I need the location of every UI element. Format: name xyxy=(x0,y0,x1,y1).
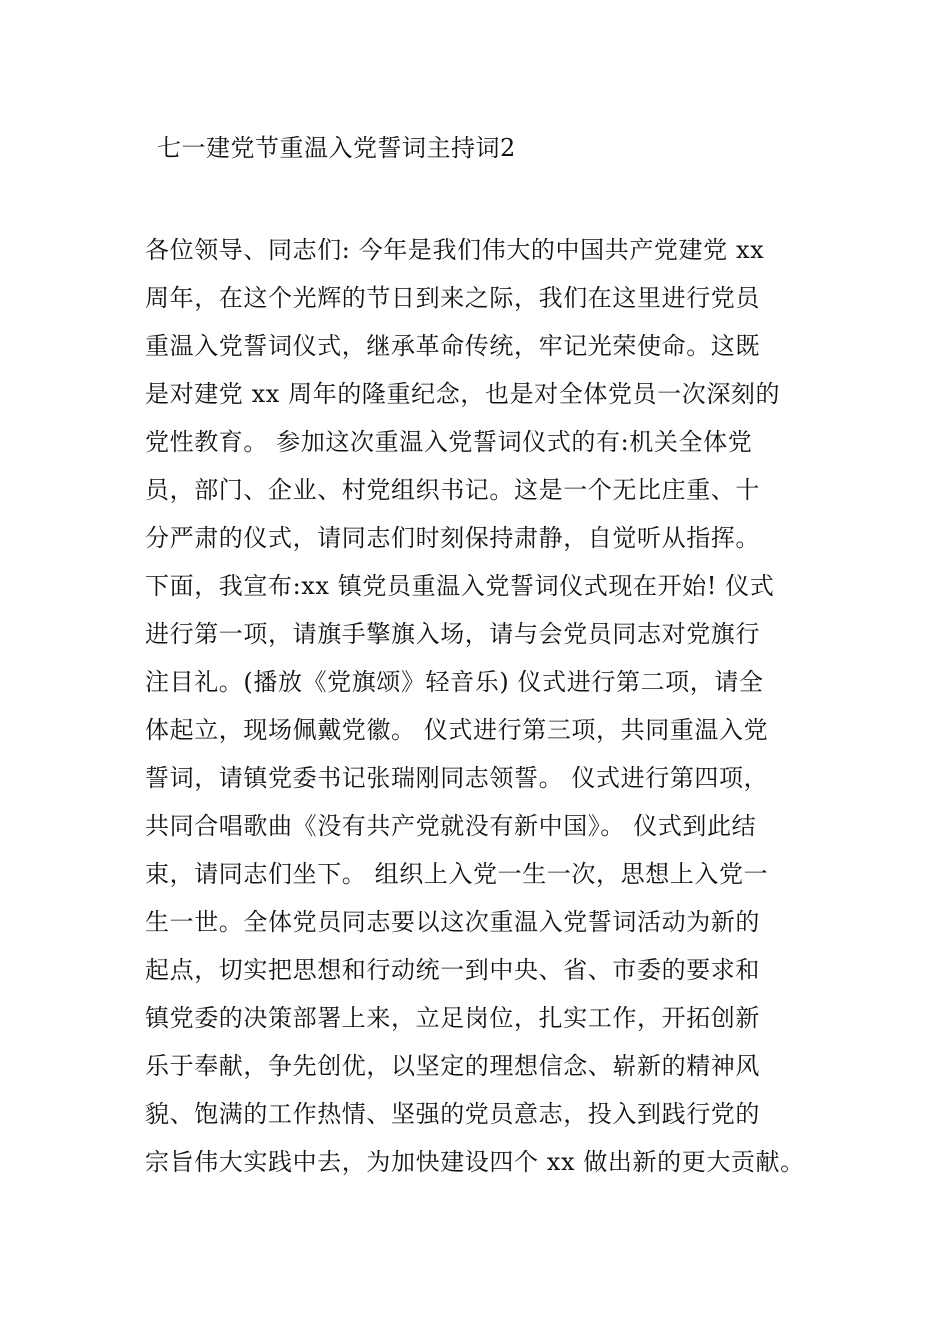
body-line: 束，请同志们坐下。 组织上入党一生一次，思想上入党一 xyxy=(145,860,769,888)
body-line: 进行第一项，请旗手擎旗入场，请与会党员同志对党旗行 xyxy=(145,620,760,648)
body-line: 注目礼。(播放《党旗颂》轻音乐) 仪式进行第二项，请全 xyxy=(145,668,764,696)
body-line: 生一世。全体党员同志要以这次重温入党誓词活动为新的 xyxy=(145,908,760,936)
body-line: 镇党委的决策部署上来，立足岗位，扎实工作，开拓创新 xyxy=(145,1004,760,1032)
body-line: 誓词，请镇党委书记张瑞刚同志领誓。 仪式进行第四项， xyxy=(145,764,769,792)
body-line: 分严肃的仪式，请同志们时刻保持肃静，自觉听从指挥。 xyxy=(145,524,760,552)
body-line: 体起立，现场佩戴党徽。 仪式进行第三项，共同重温入党 xyxy=(145,716,769,744)
body-line: 员，部门、企业、村党组织书记。这是一个无比庄重、十 xyxy=(145,476,760,504)
body-line: 共同合唱歌曲《没有共产党就没有新中国》。 仪式到此结 xyxy=(145,812,757,840)
document-body xyxy=(145,226,825,1186)
body-line: 貌、饱满的工作热情、坚强的党员意志，投入到践行党的 xyxy=(145,1100,760,1128)
body-line: 乐于奉献，争先创优，以坚定的理想信念、崭新的精神风 xyxy=(145,1052,760,1080)
body-line: 是对建党 xx 周年的隆重纪念，也是对全体党员一次深刻的 xyxy=(145,380,781,408)
body-line: 重温入党誓词仪式，继承革命传统，牢记光荣使命。这既 xyxy=(145,332,760,360)
body-line: 各位领导、同志们: 今年是我们伟大的中国共产党建党 xx xyxy=(145,236,765,264)
body-line: 起点，切实把思想和行动统一到中央、省、市委的要求和 xyxy=(145,956,760,984)
document-title: 七一建党节重温入党誓词主持词2 xyxy=(157,134,516,162)
body-line: 宗旨伟大实践中去，为加快建设四个 xx 做出新的更大贡献。 xyxy=(145,1148,805,1176)
body-line: 党性教育。 参加这次重温入党誓词仪式的有:机关全体党 xyxy=(145,428,753,456)
body-line: 下面，我宣布:xx 镇党员重温入党誓词仪式现在开始! 仪式 xyxy=(145,572,775,600)
body-line: 周年，在这个光辉的节日到来之际，我们在这里进行党员 xyxy=(145,284,760,312)
